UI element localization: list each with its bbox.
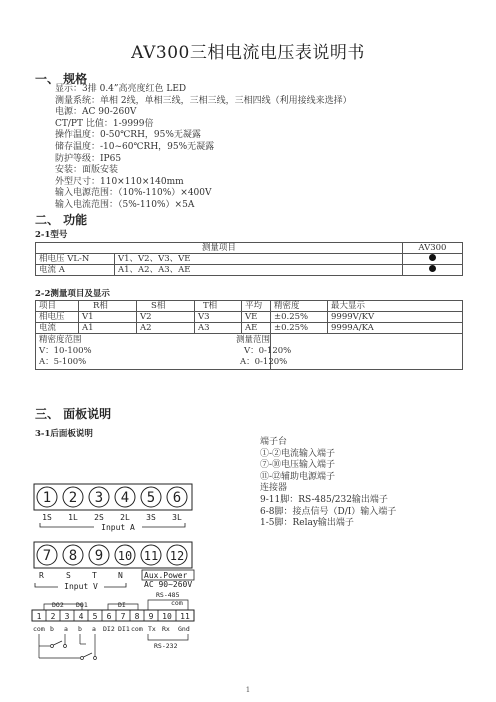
terminal-label: 1L [68,513,78,522]
connector-pin: 6 [106,612,112,621]
aux-power-label: Aux.Power [144,571,188,580]
terminal-label: 3S [146,513,156,522]
legend-line: ⑪-⑫辅助电源端子 [260,471,336,482]
table-cell: 9999V/KV [328,312,463,323]
subsection-3-1: 3-1后面板说明 [35,429,93,439]
connector-group-label: RS-485 [156,591,180,599]
section-2-heading: 二、 功能 [35,213,88,227]
spec-line: 操作温度：0-50℃RH，95%无凝露 [55,130,201,141]
terminal-number: 3 [94,490,104,506]
connector-pin: 5 [92,612,98,621]
terminal-label: N [118,571,123,580]
connector-group-label: DO2 [52,601,64,609]
legend-line: 端子台 [260,437,288,447]
table-cell: AE [242,323,271,334]
table-header-cell: R相 [79,301,137,312]
connector-pin: 3 [64,612,70,621]
precision-range-a: A：5-100% [39,357,87,367]
spec-line: 外型尺寸：110×110×140mm [55,176,184,187]
terminal-number: 11 [143,549,159,563]
terminal-block-bottom [34,542,192,568]
table-row [36,265,463,276]
terminal-number: 4 [120,490,130,506]
table-cell [402,254,462,265]
measure-range-v: V：0-120% [244,346,292,356]
connector-pin: 10 [162,612,172,621]
table-header-cell: T相 [195,301,242,312]
connector-bottom-label: Rx [162,625,170,633]
spec-line: CT/PT 比值：1-9999倍 [55,118,154,129]
input-a-label: Input A [101,523,135,532]
table-cell [402,265,462,276]
rear-panel-diagram [30,480,250,670]
connector-pin: 11 [180,612,190,621]
terminal-legend [260,437,396,530]
table-cell: VE [242,312,271,323]
table-row [36,243,463,254]
table-header-cell: 平均 [242,301,271,312]
input-v-label: Input V [64,582,98,591]
measurement-table [35,300,463,370]
terminal-number: 2 [68,490,78,506]
connector-pin: 7 [120,612,126,621]
legend-line: 6-8脚：接点信号（D/I）输入端子 [260,506,397,517]
terminal-number: 6 [172,490,182,506]
connector-bottom-label: Tx [148,625,156,633]
table-header-cell: 最大显示 [328,301,463,312]
table-cell: ±0.25% [271,312,328,323]
table-cell: A3 [195,323,242,334]
connector-bottom-label: DI2 [103,625,115,633]
spec-line: 显示：3排 0.4”高亮度红色 LED [55,84,187,94]
spec-list [55,84,352,212]
terminal-label: 2S [94,513,104,522]
table-header-cell: 测量项目 [36,243,403,254]
connector-bottom-label: com [131,625,143,633]
measure-range-title: 测量范围 [236,335,271,345]
rs232-label: RS-232 [154,642,178,650]
table-row [36,254,463,265]
table-cell: 电流 [36,323,79,334]
table-cell: V1、V2、V3、VE [115,254,403,265]
legend-line: ⑦-⑩电压输入端子 [260,460,336,471]
terminal-number: 5 [146,490,156,506]
spec-line: 输入电源范围：（10%-110%）×400V [55,188,212,199]
terminal-label: 2L [120,513,130,522]
connector-bottom-label: com [33,625,45,633]
terminal-number: 7 [42,548,52,564]
table-cell: ±0.25% [271,323,328,334]
precision-range-title: 精密度范围 [39,335,82,345]
spec-line: 防护等级：IP65 [55,153,122,164]
spec-line: 储存温度：-10~60℃RH，95%无凝露 [55,141,215,152]
table-cell: V1 [79,312,137,323]
section-1-heading: 一、 规格 [35,72,88,86]
model-table [35,242,463,276]
terminal-number: 10 [117,549,133,563]
measure-range-cell [236,334,463,370]
table-cell: 9999A/KA [328,323,463,334]
section-3-heading: 三、 面板说明 [35,407,112,421]
table-row [36,301,463,312]
spec-line: 电源：AC 90-260V [55,107,137,118]
table-cell: 电流 A [36,265,115,276]
spec-line: 测量系统：单相 2线，单相三线，三相三线，三相四线（利用接线来选择） [55,95,352,106]
table-cell: 相电压 [36,312,79,323]
measure-range-a: A：0-120% [240,357,288,367]
table-header-cell: AV300 [402,243,462,254]
connector-group-label: DI [118,601,126,609]
legend-line: 连接器 [260,483,288,494]
terminal-number: 12 [169,549,185,563]
table-row [36,323,463,334]
supported-dot [429,254,436,261]
table-cell: A2 [137,323,195,334]
connector-bottom-label: a [92,625,96,633]
legend-line: 1-5脚：Relay输出端子 [260,518,354,529]
terminals-top [37,487,187,507]
connector-bottom-label: a [64,625,68,633]
table-cell: V3 [195,312,242,323]
terminal-number: 9 [94,548,104,564]
table-header-cell: 项目 [36,301,79,312]
connector-bottom-label: b [50,625,54,633]
subsection-2-1: 2-1型号 [35,230,68,240]
connector-bottom-label: Gnd [178,625,190,633]
connector-bottom-label: DI1 [118,625,130,633]
aux-power-voltage: AC 90~260V [144,580,193,589]
supported-dot [429,265,436,272]
connector-group-label: DO1 [76,601,88,609]
terminals-bottom [37,545,187,565]
terminal-label: R [39,571,44,580]
table-cell: 相电压 VL-N [36,254,115,265]
connector-pin: 1 [36,612,42,621]
terminal-number: 1 [42,490,52,506]
table-row [36,334,463,370]
relay-wiring [39,634,97,660]
legend-line: 9-11脚：RS-485/232输出端子 [260,494,388,505]
table-cell: V2 [137,312,195,323]
precision-range-v: V：10-100% [39,346,92,356]
connector-com-label: com [171,599,183,607]
connector-pin: 2 [50,612,56,621]
page-number: 1 [245,686,251,694]
terminal-block-top [34,484,192,510]
terminal-label: S [66,571,71,580]
table-header-cell: 精密度 [271,301,328,312]
connector-bottom-label: b [78,625,82,633]
connector-pin: 8 [134,612,140,621]
terminal-label: 3L [172,513,182,522]
spec-line: 输入电流范围：（5%-110%）×5A [55,199,195,210]
terminal-label: T [92,571,97,580]
table-cell: A1 [79,323,137,334]
table-row [36,312,463,323]
terminal-label: 1S [42,513,52,522]
subsection-2-2: 2-2测量项目及显示 [35,289,110,299]
table-cell: A1、A2、A3、AE [115,265,403,276]
connector-pin: 9 [148,612,154,621]
connector-pin: 4 [78,612,84,621]
legend-line: ①-②电流输入端子 [260,448,336,459]
spec-line: 安装：面版安装 [55,165,119,176]
table-header-cell: S相 [137,301,195,312]
page-title: AV300三相电流电压表说明书 [131,43,365,63]
terminal-number: 8 [68,548,78,564]
